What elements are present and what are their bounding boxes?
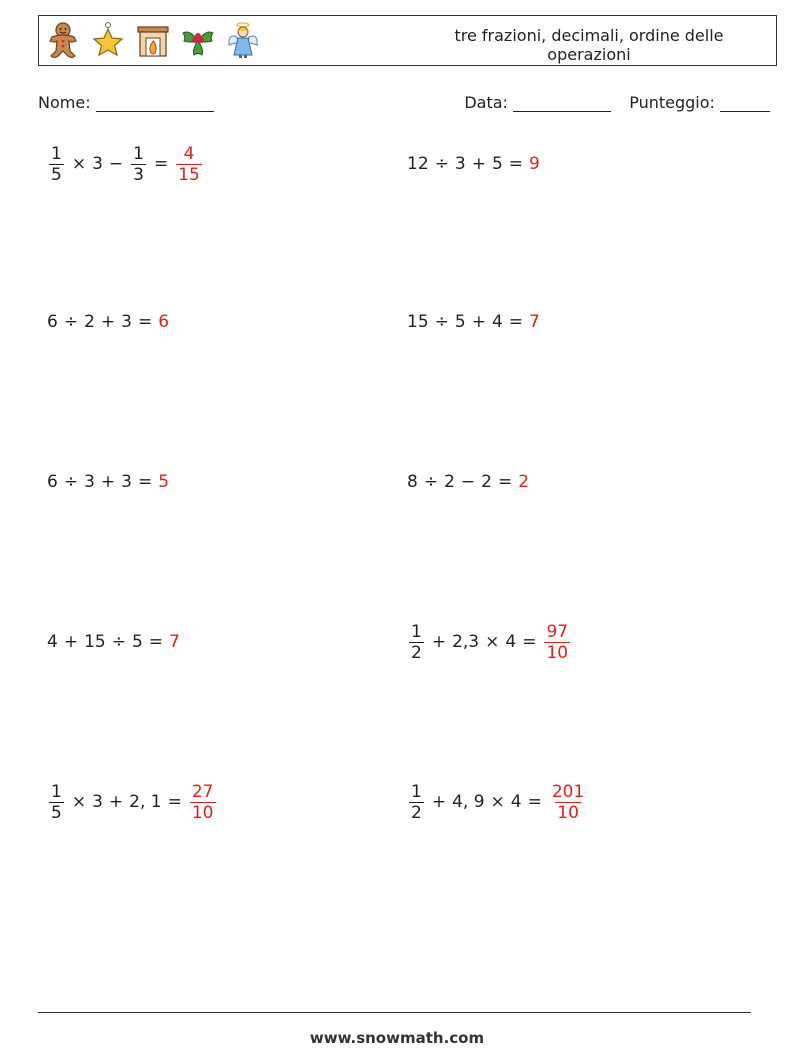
term: ÷ xyxy=(434,154,449,174)
denominator: 2 xyxy=(411,642,422,663)
term: 2 xyxy=(481,472,492,492)
name-field[interactable] xyxy=(96,95,214,112)
footer-url: www.snowmath.com xyxy=(309,1029,485,1047)
answer-fraction xyxy=(544,622,570,663)
gingerbread-icon xyxy=(45,21,81,59)
term: 3 xyxy=(121,312,132,332)
answer xyxy=(518,472,529,492)
numerator: 97 xyxy=(546,621,569,642)
star-icon xyxy=(90,21,126,59)
numerator: 1 xyxy=(411,781,422,802)
problem-10 xyxy=(407,777,588,827)
denominator: 3 xyxy=(133,164,144,185)
problem-9 xyxy=(47,777,218,827)
term: 2, 1 xyxy=(129,792,162,812)
term: = xyxy=(508,154,524,174)
term: + xyxy=(431,792,447,812)
term: ÷ xyxy=(434,312,449,332)
term: 2 xyxy=(444,472,455,492)
worksheet-header xyxy=(38,15,777,66)
date-field[interactable] xyxy=(513,95,611,112)
term: 3 xyxy=(84,472,95,492)
answer-value: 9 xyxy=(529,154,540,174)
fraction xyxy=(409,782,424,823)
term: × xyxy=(485,632,500,652)
numerator: 27 xyxy=(191,781,214,802)
term: + xyxy=(471,154,486,174)
numerator: 4 xyxy=(183,143,195,164)
term: = xyxy=(527,792,542,812)
term: + xyxy=(108,792,124,812)
term: = xyxy=(153,154,169,174)
term: 2 xyxy=(84,312,95,332)
icon-strip xyxy=(45,21,261,59)
term: = xyxy=(137,472,153,492)
term: ÷ xyxy=(63,472,79,492)
term: 5 xyxy=(131,632,143,652)
term: 3 xyxy=(454,154,466,174)
term: × xyxy=(71,154,87,174)
term: 15 xyxy=(407,312,429,332)
answer-fraction xyxy=(176,144,202,185)
footer-divider xyxy=(38,1012,751,1013)
term: 5 xyxy=(454,312,466,332)
answer xyxy=(548,782,588,823)
term: 4 xyxy=(505,632,517,652)
numerator: 201 xyxy=(551,781,585,802)
term: ÷ xyxy=(111,632,126,652)
term: 5 xyxy=(491,154,503,174)
term: 4 xyxy=(47,632,58,652)
denominator: 10 xyxy=(557,802,579,823)
term: 6 xyxy=(47,472,58,492)
term: = xyxy=(167,792,182,812)
term: 15 xyxy=(84,632,106,652)
term: 6 xyxy=(47,312,58,332)
term: 4 xyxy=(510,792,522,812)
problem-1 xyxy=(47,139,204,189)
angel-icon xyxy=(225,21,261,59)
problem-4 xyxy=(407,297,540,347)
holly-icon xyxy=(180,21,216,59)
numerator: 1 xyxy=(51,143,62,164)
term: 3 xyxy=(121,472,132,492)
problem-8 xyxy=(407,617,572,667)
term: − xyxy=(460,472,476,492)
answer-value: 2 xyxy=(518,472,530,492)
term: = xyxy=(148,632,164,652)
term: 3 xyxy=(92,154,103,174)
denominator: 15 xyxy=(178,164,200,185)
answer xyxy=(158,472,169,492)
term: = xyxy=(497,472,513,492)
problem-6 xyxy=(407,457,529,507)
term: 8 xyxy=(407,472,418,492)
term: 4 xyxy=(491,312,503,332)
answer-fraction xyxy=(190,782,216,823)
problem-3 xyxy=(47,297,169,347)
numerator: 1 xyxy=(51,781,62,802)
name-label: Nome: xyxy=(38,93,91,112)
answer-value: 7 xyxy=(529,312,540,332)
term: 2,3 xyxy=(452,632,480,652)
term: + xyxy=(100,312,116,332)
term: + xyxy=(431,632,447,652)
term: + xyxy=(100,472,116,492)
problem-5 xyxy=(47,457,169,507)
denominator: 5 xyxy=(51,164,62,185)
fraction xyxy=(409,622,424,663)
answer xyxy=(188,782,218,823)
problem-2 xyxy=(407,139,540,189)
numerator: 1 xyxy=(411,621,422,642)
problem-7 xyxy=(47,617,180,667)
term: × xyxy=(490,792,505,812)
date-label: Data: xyxy=(464,93,508,112)
score-label: Punteggio: xyxy=(629,93,715,112)
term: ÷ xyxy=(63,312,79,332)
student-info-row xyxy=(38,93,770,117)
answer-value: 7 xyxy=(169,632,180,652)
denominator: 2 xyxy=(411,802,422,823)
term: × xyxy=(71,792,87,812)
denominator: 5 xyxy=(51,802,62,823)
numerator: 1 xyxy=(133,143,144,164)
fraction xyxy=(131,144,146,185)
fraction xyxy=(49,782,64,823)
score-field[interactable] xyxy=(720,95,770,112)
term: 12 xyxy=(407,154,429,174)
answer xyxy=(529,312,540,332)
fraction xyxy=(49,144,64,185)
answer xyxy=(542,622,572,663)
answer xyxy=(529,154,540,174)
fireplace-icon xyxy=(135,21,171,59)
term: ÷ xyxy=(423,472,439,492)
term: 3 xyxy=(92,792,103,812)
term: 4, 9 xyxy=(452,792,485,812)
term: + xyxy=(63,632,79,652)
answer xyxy=(158,312,169,332)
denominator: 10 xyxy=(191,802,214,823)
denominator: 10 xyxy=(546,642,569,663)
answer-value: 6 xyxy=(158,312,170,332)
answer-value: 5 xyxy=(158,472,170,492)
page-title: tre frazioni, decimali, ordine delle operazioni xyxy=(454,26,724,64)
term: = xyxy=(522,632,537,652)
answer xyxy=(174,144,204,185)
answer xyxy=(169,632,180,652)
term: − xyxy=(108,154,124,174)
term: + xyxy=(471,312,486,332)
term: = xyxy=(137,312,153,332)
answer-fraction xyxy=(550,782,586,823)
term: = xyxy=(508,312,524,332)
